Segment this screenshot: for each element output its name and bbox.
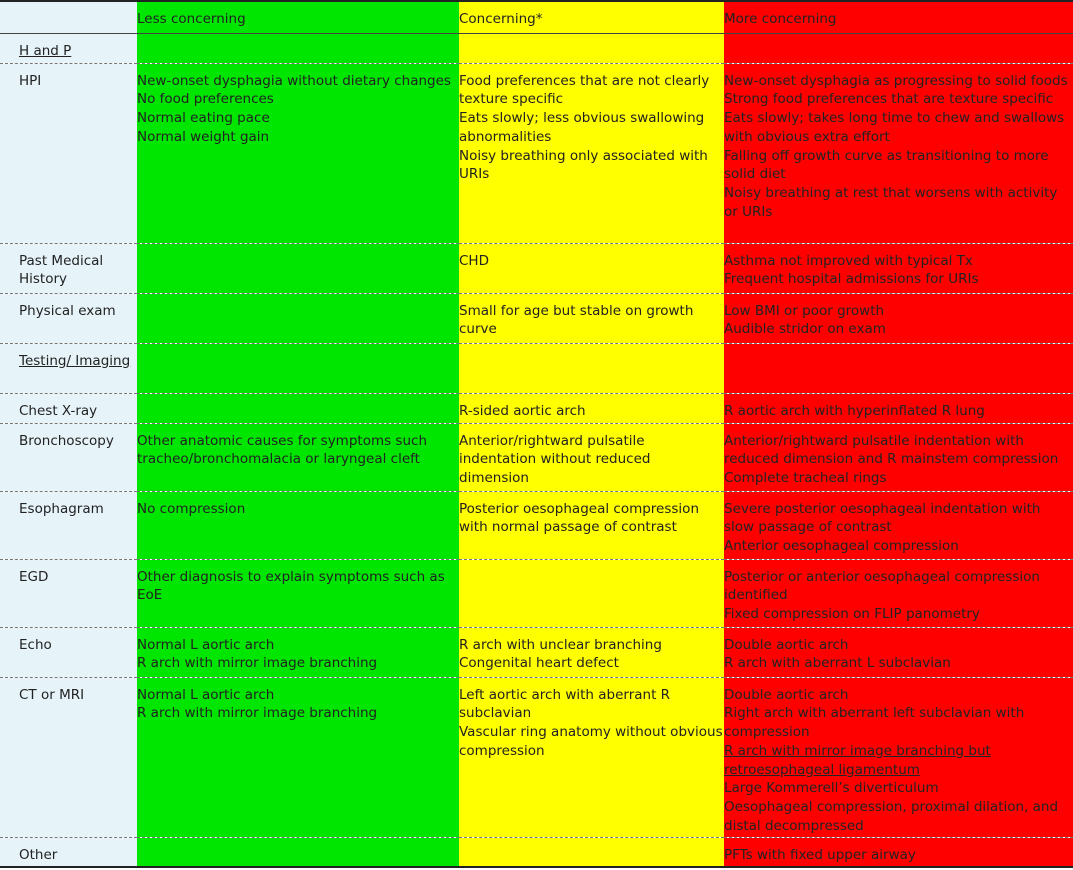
table-row: [0, 393, 1073, 423]
row-label: Echo: [19, 636, 52, 653]
criterion-item: PFTs with fixed upper airway: [724, 846, 916, 863]
criterion-item: CHD: [459, 252, 489, 269]
table-row: [0, 837, 1073, 867]
row-label: CT or MRI: [19, 686, 85, 703]
criterion-item: Severe posterior oesophageal indentation with slow passage of contrast: [724, 500, 1041, 536]
less-concerning-cell: [137, 343, 459, 393]
criterion-item: Normal weight gain: [137, 128, 270, 145]
more-concerning-cell: [724, 33, 1073, 63]
section-label: H and P: [19, 42, 72, 59]
criterion-item: R arch with unclear branching: [459, 636, 662, 653]
criterion-item: Left aortic arch with aberrant R subclavian: [459, 686, 671, 722]
table-row: [0, 423, 1073, 491]
less-concerning-cell: [137, 627, 459, 677]
criterion-item: Strong food preferences that are texture specific: [724, 91, 1054, 108]
row-label-cell: [0, 293, 137, 343]
criterion-item: R arch with mirror image branching: [137, 655, 378, 672]
concerning-cell: [459, 837, 724, 867]
header-more-concerning: More concerning: [724, 1, 1073, 33]
row-label-cell: [0, 677, 137, 837]
row-label-cell: [0, 393, 137, 423]
criterion-item: Other diagnosis to explain symptoms such as EoE: [137, 568, 445, 604]
table-row: [0, 559, 1073, 627]
criterion-item: No food preferences: [137, 91, 274, 108]
criterion-item: Double aortic arch: [724, 636, 849, 653]
criterion-item: Anterior oesophageal compression: [724, 538, 959, 555]
row-label: HPI: [19, 72, 42, 89]
row-label: Chest X-ray: [19, 402, 98, 419]
table-row: [0, 243, 1073, 293]
more-concerning-cell: [724, 491, 1073, 559]
table-row: [0, 627, 1073, 677]
less-concerning-cell: [137, 243, 459, 293]
criterion-item: Falling off growth curve as transitioning to more solid diet: [724, 147, 1049, 183]
less-concerning-cell: [137, 837, 459, 867]
less-concerning-cell: [137, 393, 459, 423]
more-concerning-cell: [724, 343, 1073, 393]
concerning-cell: [459, 243, 724, 293]
more-concerning-cell: [724, 627, 1073, 677]
more-concerning-cell: [724, 293, 1073, 343]
criterion-item: New-onset dysphagia without dietary changes: [137, 72, 451, 89]
more-concerning-cell: [724, 243, 1073, 293]
header-concerning: Concerning*: [459, 1, 724, 33]
criterion-item: Congenital heart defect: [459, 655, 619, 672]
criterion-item: Frequent hospital admissions for URIs: [724, 271, 979, 288]
criterion-item: No compression: [137, 500, 246, 517]
concerning-cell: [459, 63, 724, 243]
header-corner: [0, 1, 137, 33]
criterion-item: R-sided aortic arch: [459, 402, 586, 419]
more-concerning-cell: [724, 677, 1073, 837]
criterion-item: Normal L aortic arch: [137, 686, 275, 703]
criterion-item: R arch with mirror image branching but retroesophageal ligamentum: [724, 742, 991, 778]
concerning-cell: [459, 677, 724, 837]
header-less-concerning: Less concerning: [137, 1, 459, 33]
more-concerning-cell: [724, 559, 1073, 627]
concerning-cell: [459, 559, 724, 627]
less-concerning-cell: [137, 33, 459, 63]
criterion-item: Other anatomic causes for symptoms such tracheo/bronchomalacia or laryngeal cleft: [137, 432, 427, 468]
concerning-cell: [459, 33, 724, 63]
row-label-cell: [0, 243, 137, 293]
row-label-cell: [0, 423, 137, 491]
criterion-item: Posterior or anterior oesophageal compression identified: [724, 568, 1040, 604]
row-label-cell: [0, 559, 137, 627]
less-concerning-cell: [137, 559, 459, 627]
row-label-cell: [0, 491, 137, 559]
criterion-item: Eats slowly; takes long time to chew and swallows with obvious extra effort: [724, 110, 1065, 145]
concerning-cell: [459, 423, 724, 491]
table-row: [0, 677, 1073, 837]
less-concerning-cell: [137, 491, 459, 559]
criterion-item: New-onset dysphagia as progressing to solid foods: [724, 72, 1068, 89]
concerning-cell: [459, 343, 724, 393]
table-row: [0, 293, 1073, 343]
row-label-cell: [0, 63, 137, 243]
less-concerning-cell: [137, 423, 459, 491]
table-row: [0, 491, 1073, 559]
header-row: [0, 1, 1073, 33]
criterion-item: Low BMI or poor growth: [724, 302, 885, 319]
concerning-cell: [459, 627, 724, 677]
row-label-cell: [0, 837, 137, 867]
table-body: [0, 33, 1073, 867]
criterion-item: Large Kommerell’s diverticulum: [724, 780, 939, 797]
criterion-item: R aortic arch with hyperinflated R lung: [724, 402, 985, 419]
row-label-cell: [0, 33, 137, 63]
criterion-item: Eats slowly; less obvious swallowing abnormalities: [459, 110, 705, 145]
row-label: Esophagram: [19, 500, 104, 517]
criterion-item: Oesophageal compression, proximal dilation, and distal decompressed: [724, 799, 1059, 835]
criterion-item: Asthma not improved with typical Tx: [724, 252, 973, 269]
less-concerning-cell: [137, 293, 459, 343]
row-label: Past Medical History: [19, 252, 104, 288]
criterion-item: Right arch with aberrant left subclavian with compression: [724, 705, 1025, 741]
criterion-item: Complete tracheal rings: [724, 470, 887, 487]
criterion-item: Fixed compression on FLIP panometry: [724, 606, 980, 623]
row-label: Other: [19, 846, 58, 863]
table-row: [0, 63, 1073, 243]
criterion-item: Normal L aortic arch: [137, 636, 275, 653]
criterion-item: Anterior/rightward pulsatile indentation with reduced dimension and R mainstem compression: [724, 432, 1059, 468]
more-concerning-cell: [724, 393, 1073, 423]
row-label: Physical exam: [19, 302, 116, 319]
concerning-cell: [459, 293, 724, 343]
row-label: Bronchoscopy: [19, 432, 114, 449]
criterion-item: Audible stridor on exam: [724, 321, 886, 338]
row-label: EGD: [19, 568, 49, 585]
criterion-item: Vascular ring anatomy without obvious compression: [459, 724, 723, 759]
concerning-cell: [459, 491, 724, 559]
row-label-cell: [0, 627, 137, 677]
criterion-item: Posterior oesophageal compression with normal passage of contrast: [459, 500, 699, 536]
criterion-item: Anterior/rightward pulsatile indentation without reduced dimension: [459, 432, 651, 487]
row-label-cell: [0, 343, 137, 393]
more-concerning-cell: [724, 423, 1073, 491]
less-concerning-cell: [137, 63, 459, 243]
more-concerning-cell: [724, 63, 1073, 243]
criterion-item: Food preferences that are not clearly texture specific: [459, 72, 710, 108]
less-concerning-cell: [137, 677, 459, 837]
criterion-item: R arch with mirror image branching: [137, 705, 378, 722]
criterion-item: Double aortic arch: [724, 686, 849, 703]
criterion-item: Small for age but stable on growth curve: [459, 302, 694, 338]
criterion-item: Noisy breathing only associated with URIs: [459, 147, 708, 183]
criterion-item: R arch with aberrant L subclavian: [724, 655, 951, 672]
table-row: [0, 33, 1073, 63]
criterion-item: Normal eating pace: [137, 110, 270, 127]
table-row: [0, 343, 1073, 393]
concerning-cell: [459, 393, 724, 423]
criterion-item: Noisy breathing at rest that worsens with activity or URIs: [724, 185, 1058, 221]
section-label: Testing/ Imaging: [19, 352, 131, 369]
more-concerning-cell: [724, 837, 1073, 867]
